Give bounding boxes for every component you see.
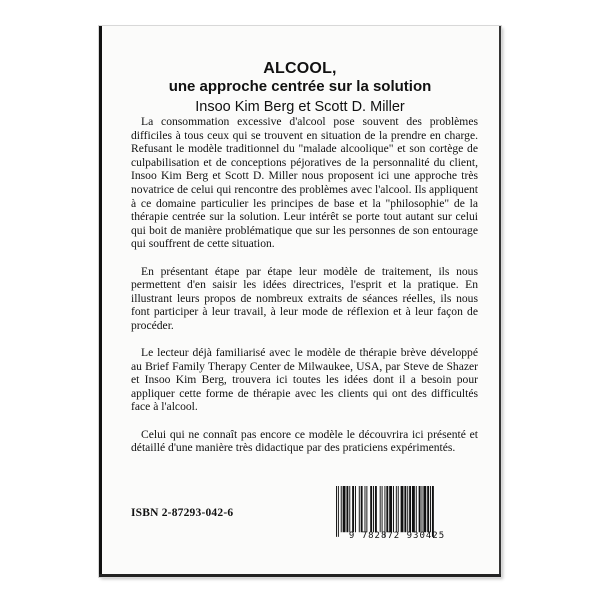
- barcode-bar: [361, 486, 363, 532]
- blurb-paragraph: Celui qui ne connaît pas encore ce modèle le découvrira ici présenté et détaillé d'une manière très didactique par des praticiens expérimentés.: [131, 427, 478, 455]
- barcode-bar: [375, 486, 377, 532]
- barcode-bar: [386, 486, 388, 532]
- barcode-bar: [341, 486, 342, 532]
- barcode-bar: [404, 486, 406, 532]
- barcode-bar: [359, 486, 360, 532]
- barcode-bar: [366, 486, 367, 532]
- barcode-bar: [349, 486, 350, 532]
- blurb-paragraph: Le lecteur déjà familiarisé avec le modèle de thérapie brève développé au Brief Family Therapy Center de Milwaukee, USA, par Steve de Shazer et Insoo Kim Berg, trouvera ici toutes les idées dont il a besoin pour appliquer cette forme de thérapie avec les clients qui ont des difficultés face à l'alcool.: [131, 346, 478, 414]
- barcode-bar: [393, 486, 394, 532]
- barcode-bar: [407, 486, 408, 532]
- barcode-bar: [373, 486, 374, 532]
- blurb-text: [131, 115, 478, 468]
- barcode-bar: [352, 486, 354, 532]
- book-title: ALCOOL,: [263, 60, 337, 77]
- barcode-bar: [384, 486, 385, 537]
- barcode-bar: [380, 486, 381, 532]
- barcode-bar: [423, 486, 426, 532]
- barcode-bar: [419, 486, 421, 532]
- cover-bottom-edge: [99, 574, 501, 577]
- barcode-bar: [422, 486, 423, 532]
- barcode-digits: 9 782872 930425: [348, 531, 446, 541]
- book-subtitle: une approche centrée sur la solution: [168, 78, 432, 95]
- barcode-bar: [412, 486, 415, 532]
- isbn-label: ISBN 2-87293-042-6: [131, 507, 234, 519]
- barcode-bar: [427, 486, 429, 532]
- barcode-bar: [370, 486, 372, 532]
- barcode-bar: [396, 486, 397, 532]
- barcode-bar: [355, 486, 356, 532]
- barcode-bar: [382, 486, 383, 532]
- book-authors: Insoo Kim Berg et Scott D. Miller: [195, 99, 405, 115]
- book-back-cover: [99, 26, 501, 577]
- barcode-bar: [336, 486, 337, 537]
- barcode-bar: [409, 486, 411, 532]
- barcode-bar: [365, 486, 366, 532]
- blurb-paragraph: En présentant étape par étape leur modèle de traitement, ils nous permettent d'en saisir les idées directrices, l'esprit et la pratique. En illustrant leurs propos de nombreux extraits de séances réelles, ils nous font participer à leur travail, à leur mode de réflexion et à leur façon de procéder.: [131, 264, 478, 332]
- barcode-bar: [432, 486, 434, 537]
- blurb-paragraph: La consommation excessive d'alcool pose souvent des problèmes difficiles à tous ceux qui se trouvent en situation de la prendre en charge. Refusant le modèle traditionnel du "malade alcoolique" et son cortège de culpabilisation et de conceptions péjoratives de la personnalité du client, Insoo Kim Berg et Scott D. Miller nous proposent ici une approche très novatrice de celui qui rencontre des problèmes avec l'alcool. Ils appliquent à ce domaine particulier les principes de base et la "philosophie" de la thérapie centrée sur la solution. Leur intérêt se porte tout autant sur celui qui boit de manière problématique que sur les personnes de son entourage qui souffrent de cette situation.: [131, 115, 478, 251]
- barcode-bar: [416, 486, 417, 532]
- barcode-bar: [430, 486, 431, 532]
- barcode-bar: [338, 486, 339, 537]
- cover-header: [99, 60, 501, 117]
- barcode-bar: [343, 486, 346, 532]
- barcode-bar: [398, 486, 399, 532]
- barcode-bar: [389, 486, 392, 532]
- barcode-bar: [401, 486, 404, 532]
- barcode-bar: [346, 486, 348, 532]
